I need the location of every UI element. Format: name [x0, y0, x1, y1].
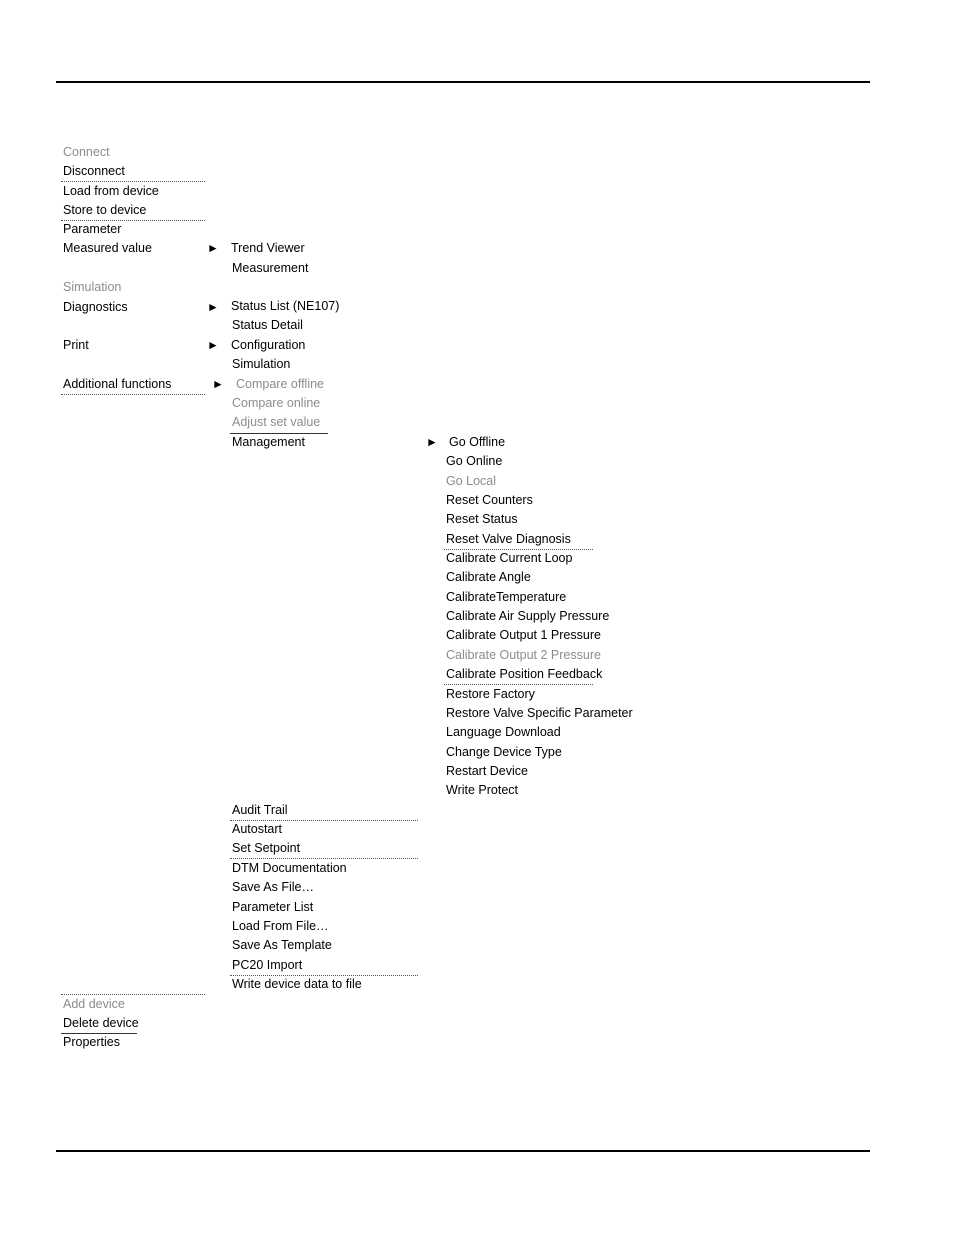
menu-item-go-offline[interactable]: Go Offline	[449, 435, 506, 449]
menu-separator	[61, 394, 205, 395]
submenu-management	[446, 433, 676, 813]
menu-item-calibrate-angle[interactable]: Calibrate Angle	[446, 570, 531, 584]
menu-item-store-to-device[interactable]: Store to device	[63, 203, 147, 217]
menu-item-autostart[interactable]: Autostart	[232, 822, 283, 836]
menu-item-print-simulation[interactable]: Simulation	[232, 357, 291, 371]
menu-item-delete-device[interactable]: Delete device	[63, 1016, 139, 1030]
menu-item-audit-trail[interactable]: Audit Trail	[232, 803, 288, 817]
footer-rule	[56, 1150, 870, 1152]
menu-item-parameter[interactable]: Parameter	[63, 222, 122, 236]
menu-item-load-from-file[interactable]: Load From File…	[232, 919, 329, 933]
menu-item-adjust-set-value[interactable]: Adjust set value	[232, 415, 321, 429]
submenu-arrow-icon: ►	[207, 300, 219, 314]
menu-item-load-from-device[interactable]: Load from device	[63, 184, 159, 198]
menu-item-configuration[interactable]: Configuration	[231, 338, 306, 352]
menu-item-diagnostics[interactable]: Diagnostics	[63, 300, 128, 314]
menu-item-connect[interactable]: Connect	[63, 145, 110, 159]
menu-item-measurement[interactable]: Measurement	[232, 261, 309, 275]
menu-item-reset-status[interactable]: Reset Status	[446, 512, 518, 526]
menu-item-go-online[interactable]: Go Online	[446, 454, 503, 468]
menu-item-write-device-data-to-file[interactable]: Write device data to file	[232, 977, 362, 991]
menu-item-pc20-import[interactable]: PC20 Import	[232, 958, 303, 972]
submenu-arrow-icon: ►	[212, 377, 224, 391]
menu-item-parameter-list[interactable]: Parameter List	[232, 900, 314, 914]
menu-item-set-setpoint[interactable]: Set Setpoint	[232, 841, 301, 855]
menu-item-trend-viewer[interactable]: Trend Viewer	[231, 241, 305, 255]
menu-item-management[interactable]: Management	[232, 435, 305, 449]
submenu-arrow-icon: ►	[426, 435, 438, 449]
menu-item-status-list[interactable]: Status List (NE107)	[231, 299, 340, 313]
menu-item-restore-valve-specific-parameter[interactable]: Restore Valve Specific Parameter	[446, 706, 633, 720]
menu-item-calibrate-output-2-pressure[interactable]: Calibrate Output 2 Pressure	[446, 648, 601, 662]
menu-item-measured-value[interactable]: Measured value	[63, 241, 152, 255]
menu-item-add-device[interactable]: Add device	[63, 997, 125, 1011]
menu-item-calibrate-current-loop[interactable]: Calibrate Current Loop	[446, 551, 573, 565]
menu-item-compare-online[interactable]: Compare online	[232, 396, 321, 410]
menu-item-calibrate-temperature[interactable]: CalibrateTemperature	[446, 590, 567, 604]
menu-item-language-download[interactable]: Language Download	[446, 725, 561, 739]
menu-item-simulation[interactable]: Simulation	[63, 280, 122, 294]
menu-item-print[interactable]: Print	[63, 338, 89, 352]
submenu-arrow-icon: ►	[207, 241, 219, 255]
menu-item-restore-factory[interactable]: Restore Factory	[446, 687, 535, 701]
menu-item-properties[interactable]: Properties	[63, 1035, 120, 1049]
menu-item-disconnect[interactable]: Disconnect	[63, 164, 125, 178]
menu-item-write-protect[interactable]: Write Protect	[446, 783, 519, 797]
submenu-arrow-icon: ►	[207, 338, 219, 352]
device-context-menu	[63, 143, 223, 1063]
menu-item-restart-device[interactable]: Restart Device	[446, 764, 528, 778]
menu-item-calibrate-air-supply-pressure[interactable]: Calibrate Air Supply Pressure	[446, 609, 610, 623]
menu-item-save-as-file[interactable]: Save As File…	[232, 880, 314, 894]
menu-item-dtm-documentation[interactable]: DTM Documentation	[232, 861, 347, 875]
menu-item-compare-offline[interactable]: Compare offline	[236, 377, 325, 391]
menu-item-calibrate-position-feedback[interactable]: Calibrate Position Feedback	[446, 667, 603, 681]
menu-item-calibrate-output-1-pressure[interactable]: Calibrate Output 1 Pressure	[446, 628, 601, 642]
submenu-level-2	[231, 239, 431, 999]
menu-item-save-as-template[interactable]: Save As Template	[232, 938, 332, 952]
menu-item-reset-counters[interactable]: Reset Counters	[446, 493, 533, 507]
header-rule	[56, 81, 870, 83]
menu-item-status-detail[interactable]: Status Detail	[232, 318, 303, 332]
menu-item-reset-valve-diagnosis[interactable]: Reset Valve Diagnosis	[446, 532, 571, 546]
menu-item-go-local[interactable]: Go Local	[446, 474, 497, 488]
menu-item-additional-functions[interactable]: Additional functions	[63, 377, 172, 391]
menu-item-change-device-type[interactable]: Change Device Type	[446, 745, 562, 759]
